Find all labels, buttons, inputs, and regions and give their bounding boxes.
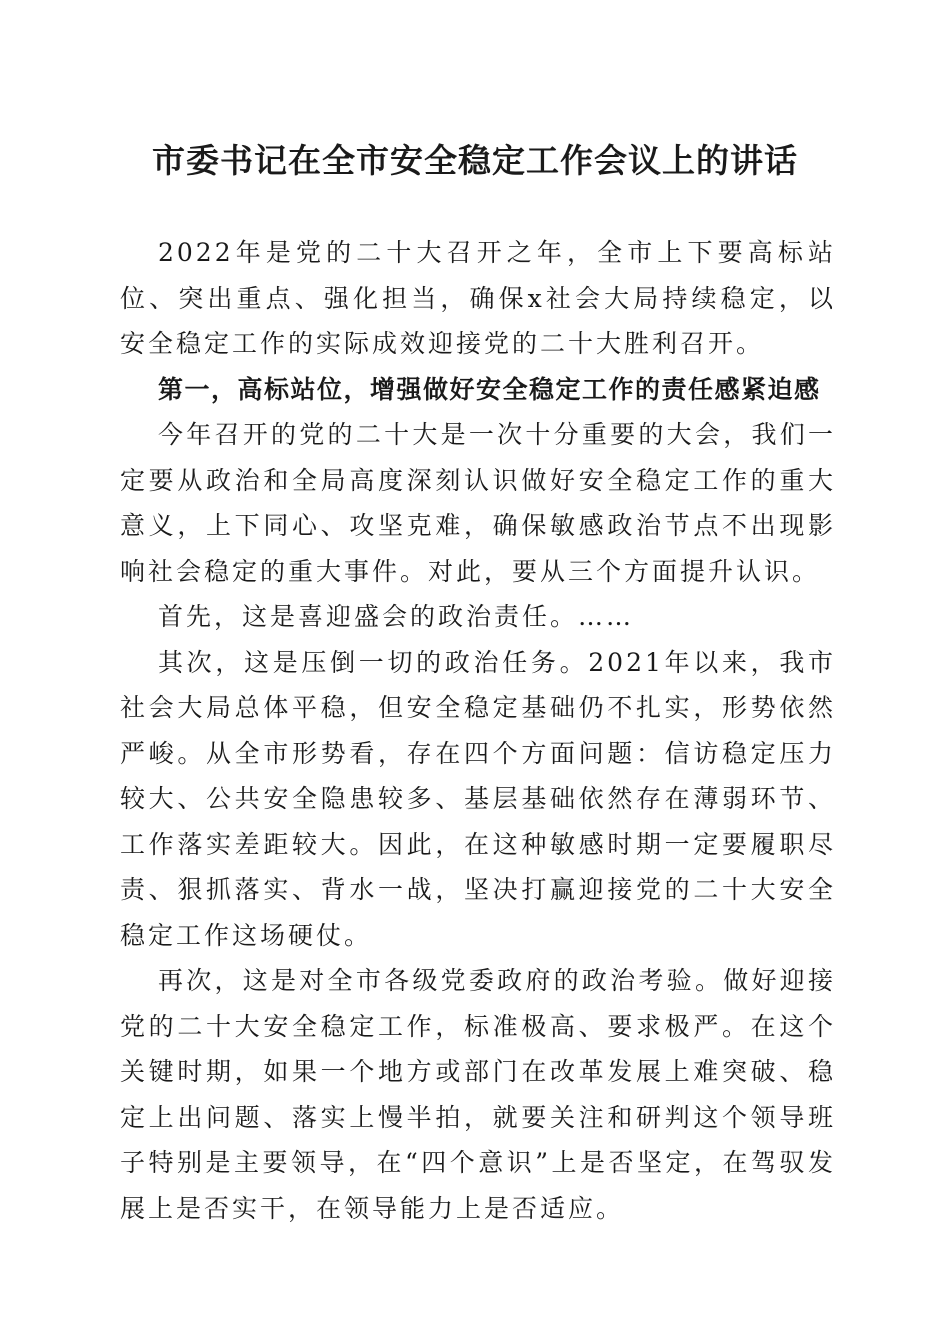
body-paragraph: 首先，这是喜迎盛会的政治责任。…… — [158, 602, 635, 631]
intro-paragraph: 2022年是党的二十大召开之年，全市上下要高标站位、突出重点、强化担当，确保x社会大局持续稳定，以安全稳定工作的实际成效迎接党的二十大胜利召开。 — [120, 238, 836, 358]
document-title: 市委书记在全市安全稳定工作会议上的讲话 — [152, 141, 798, 180]
body-paragraph: 今年召开的党的二十大是一次十分重要的大会，我们一定要从政治和全局高度深刻认识做好安全稳定工作的重大意义，上下同心、攻坚克难，确保敏感政治节点不出现影响社会稳定的重大事件。对此，要从三个方面提升认识。 — [120, 420, 836, 586]
document-body — [120, 230, 836, 1231]
body-paragraph: 其次，这是压倒一切的政治任务。2021年以来，我市社会大局总体平稳，但安全稳定基础仍不扎实，形势依然严峻。从全市形势看，存在四个方面问题：信访稳定压力较大、公共安全隐患较多、基层基础依然存在薄弱环节、工作落实差距较大。因此，在这种敏感时期一定要履职尽责、狠抓落实、背水一战，坚决打赢迎接党的二十大安全稳定工作这场硬仗。 — [120, 647, 836, 950]
body-paragraph: 再次，这是对全市各级党委政府的政治考验。做好迎接党的二十大安全稳定工作，标准极高、要求极严。在这个关键时期，如果一个地方或部门在改革发展上难突破、稳定上出问题、落实上慢半拍，就要关注和研判这个领导班子特别是主要领导，在“四个意识”上是否坚定，在驾驭发展上是否实干，在领导能力上是否适应。 — [120, 966, 836, 1223]
section-heading-first: 第一，高标站位，增强做好安全稳定工作的责任感紧迫感 — [158, 374, 821, 404]
